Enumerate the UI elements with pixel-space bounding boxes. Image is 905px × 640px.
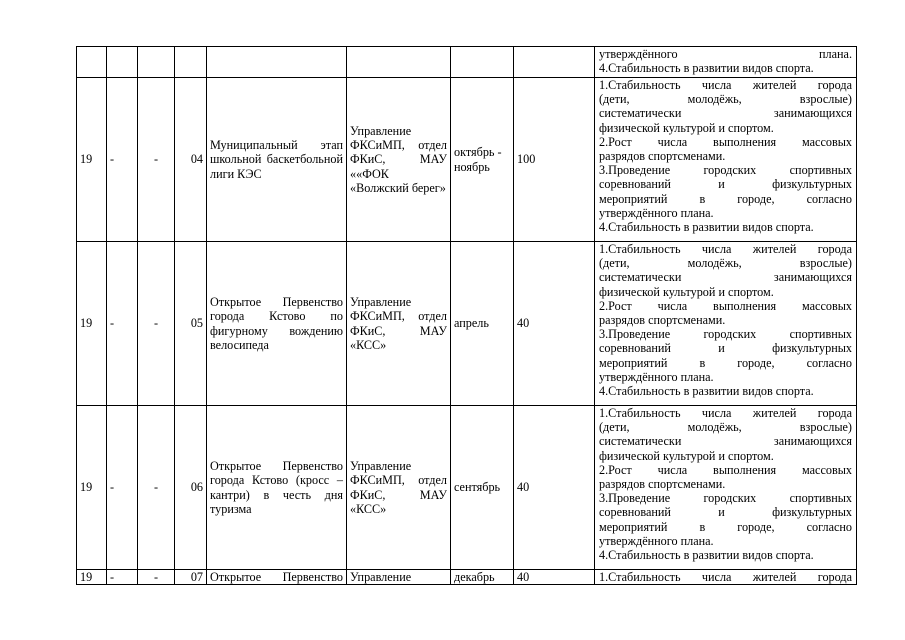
cell-empty [138,47,175,78]
result-line: (дети, молодёжь, взрослые) [599,256,852,271]
result-line: 2.Рост числа выполнения массовых [599,134,852,149]
result-line: физической культурой и спортом. [599,120,774,135]
result-line: разрядов спортсменами. [599,313,726,328]
result-cell [595,47,857,78]
cell-code-4: 06 [175,406,207,570]
cell-code-2: - [107,242,138,406]
result-line: мероприятий в городе, согласно [599,519,852,534]
result-line: 1.Стабильность числа жителей города [599,78,852,92]
result-line: утверждённого плана. [599,533,714,548]
cell-code-4: 04 [175,78,207,242]
result-line: соревнований и физкультурных [599,341,852,356]
result-line: соревнований и физкультурных [599,505,852,520]
cell-code-4: 07 [175,570,207,585]
result-line: систематически занимающихся [599,270,852,285]
cell-code-3: - [138,406,175,570]
result-line: мероприятий в городе, согласно [599,355,852,370]
cell-code-2: - [107,570,138,585]
cell-code-2: - [107,78,138,242]
table-row [77,242,857,406]
cell-code-3: - [138,242,175,406]
result-line: 2.Рост числа выполнения массовых [599,298,852,313]
table-row [77,78,857,242]
result-line: 4.Стабильность в развитии видов спорта. [599,61,814,76]
cell-code-1: 19 [77,78,107,242]
result-line: 1.Стабильность числа жителей города [599,570,852,584]
result-line: разрядов спортсменами. [599,477,726,492]
period: апрель [451,242,514,406]
result-line: физической культурой и спортом. [599,448,774,463]
cell-empty [107,47,138,78]
period: сентябрь [451,406,514,570]
cell-code-1: 19 [77,570,107,585]
result-line: систематически занимающихся [599,434,852,449]
result-line: мероприятий в городе, согласно [599,191,852,206]
result-line: 4.Стабильность в развитии видов спорта. [599,220,814,235]
result-line: 3.Проведение городских спортивных [599,327,852,342]
participants-count: 40 [514,406,595,570]
result-line: разрядов спортсменами. [599,149,726,164]
cell-empty [77,47,107,78]
result-line: 1.Стабильность числа жителей города [599,406,852,420]
table-row [77,406,857,570]
participants-count: 100 [514,78,595,242]
table-row-partial [77,570,857,585]
result-line: (дети, молодёжь, взрослые) [599,92,852,107]
organizer: Управление ФКСиМП, отдел ФКиС, МАУ ««ФОК «Волжский берег» [347,78,451,242]
result-line: 3.Проведение городских спортивных [599,163,852,178]
result-line: систематически занимающихся [599,106,852,121]
cell-empty [175,47,207,78]
result-line: утверждённого плана. [599,369,714,384]
cell-code-3: - [138,570,175,585]
cell-code-1: 19 [77,242,107,406]
event-name: Муниципальный этап школьной баскетбольной лиги КЭС [207,78,347,242]
cell-empty [451,47,514,78]
event-name: Открытое Первенство города Кстово (кросс – кантри) в честь дня туризма [207,406,347,570]
cell-code-3: - [138,78,175,242]
result-line: 2.Рост числа выполнения массовых [599,462,852,477]
result-line: 4.Стабильность в развитии видов спорта. [599,384,814,399]
cell-empty [514,47,595,78]
cell-empty [207,47,347,78]
result-line: 1.Стабильность числа жителей города [599,242,852,256]
cell-empty [347,47,451,78]
result-line: (дети, молодёжь, взрослые) [599,420,852,435]
participants-count: 40 [514,242,595,406]
result-line: 4.Стабильность в развитии видов спорта. [599,548,814,563]
events-table [76,46,857,585]
period: декабрь [451,570,514,585]
result-line: 3.Проведение городских спортивных [599,491,852,506]
cell-code-2: - [107,406,138,570]
event-name: Открытое Первенство [207,570,347,585]
result-line: утверждённого плана. [599,205,714,220]
cell-code-1: 19 [77,406,107,570]
period: октябрь - ноябрь [451,78,514,242]
participants-count: 40 [514,570,595,585]
organizer: Управление [347,570,451,585]
event-name: Открытое Первенство города Кстово по фигурному вождению велосипеда [207,242,347,406]
cell-code-4: 05 [175,242,207,406]
result-line: утверждённого плана. [599,47,852,61]
result-cell [595,570,857,585]
organizer: Управление ФКСиМП, отдел ФКиС, МАУ «КСС» [347,242,451,406]
organizer: Управление ФКСиМП, отдел ФКиС, МАУ «КСС» [347,406,451,570]
table-row-continued [77,47,857,78]
result-cell [595,406,857,570]
result-cell [595,78,857,242]
result-cell [595,242,857,406]
result-line: соревнований и физкультурных [599,177,852,192]
result-line: физической культурой и спортом. [599,284,774,299]
